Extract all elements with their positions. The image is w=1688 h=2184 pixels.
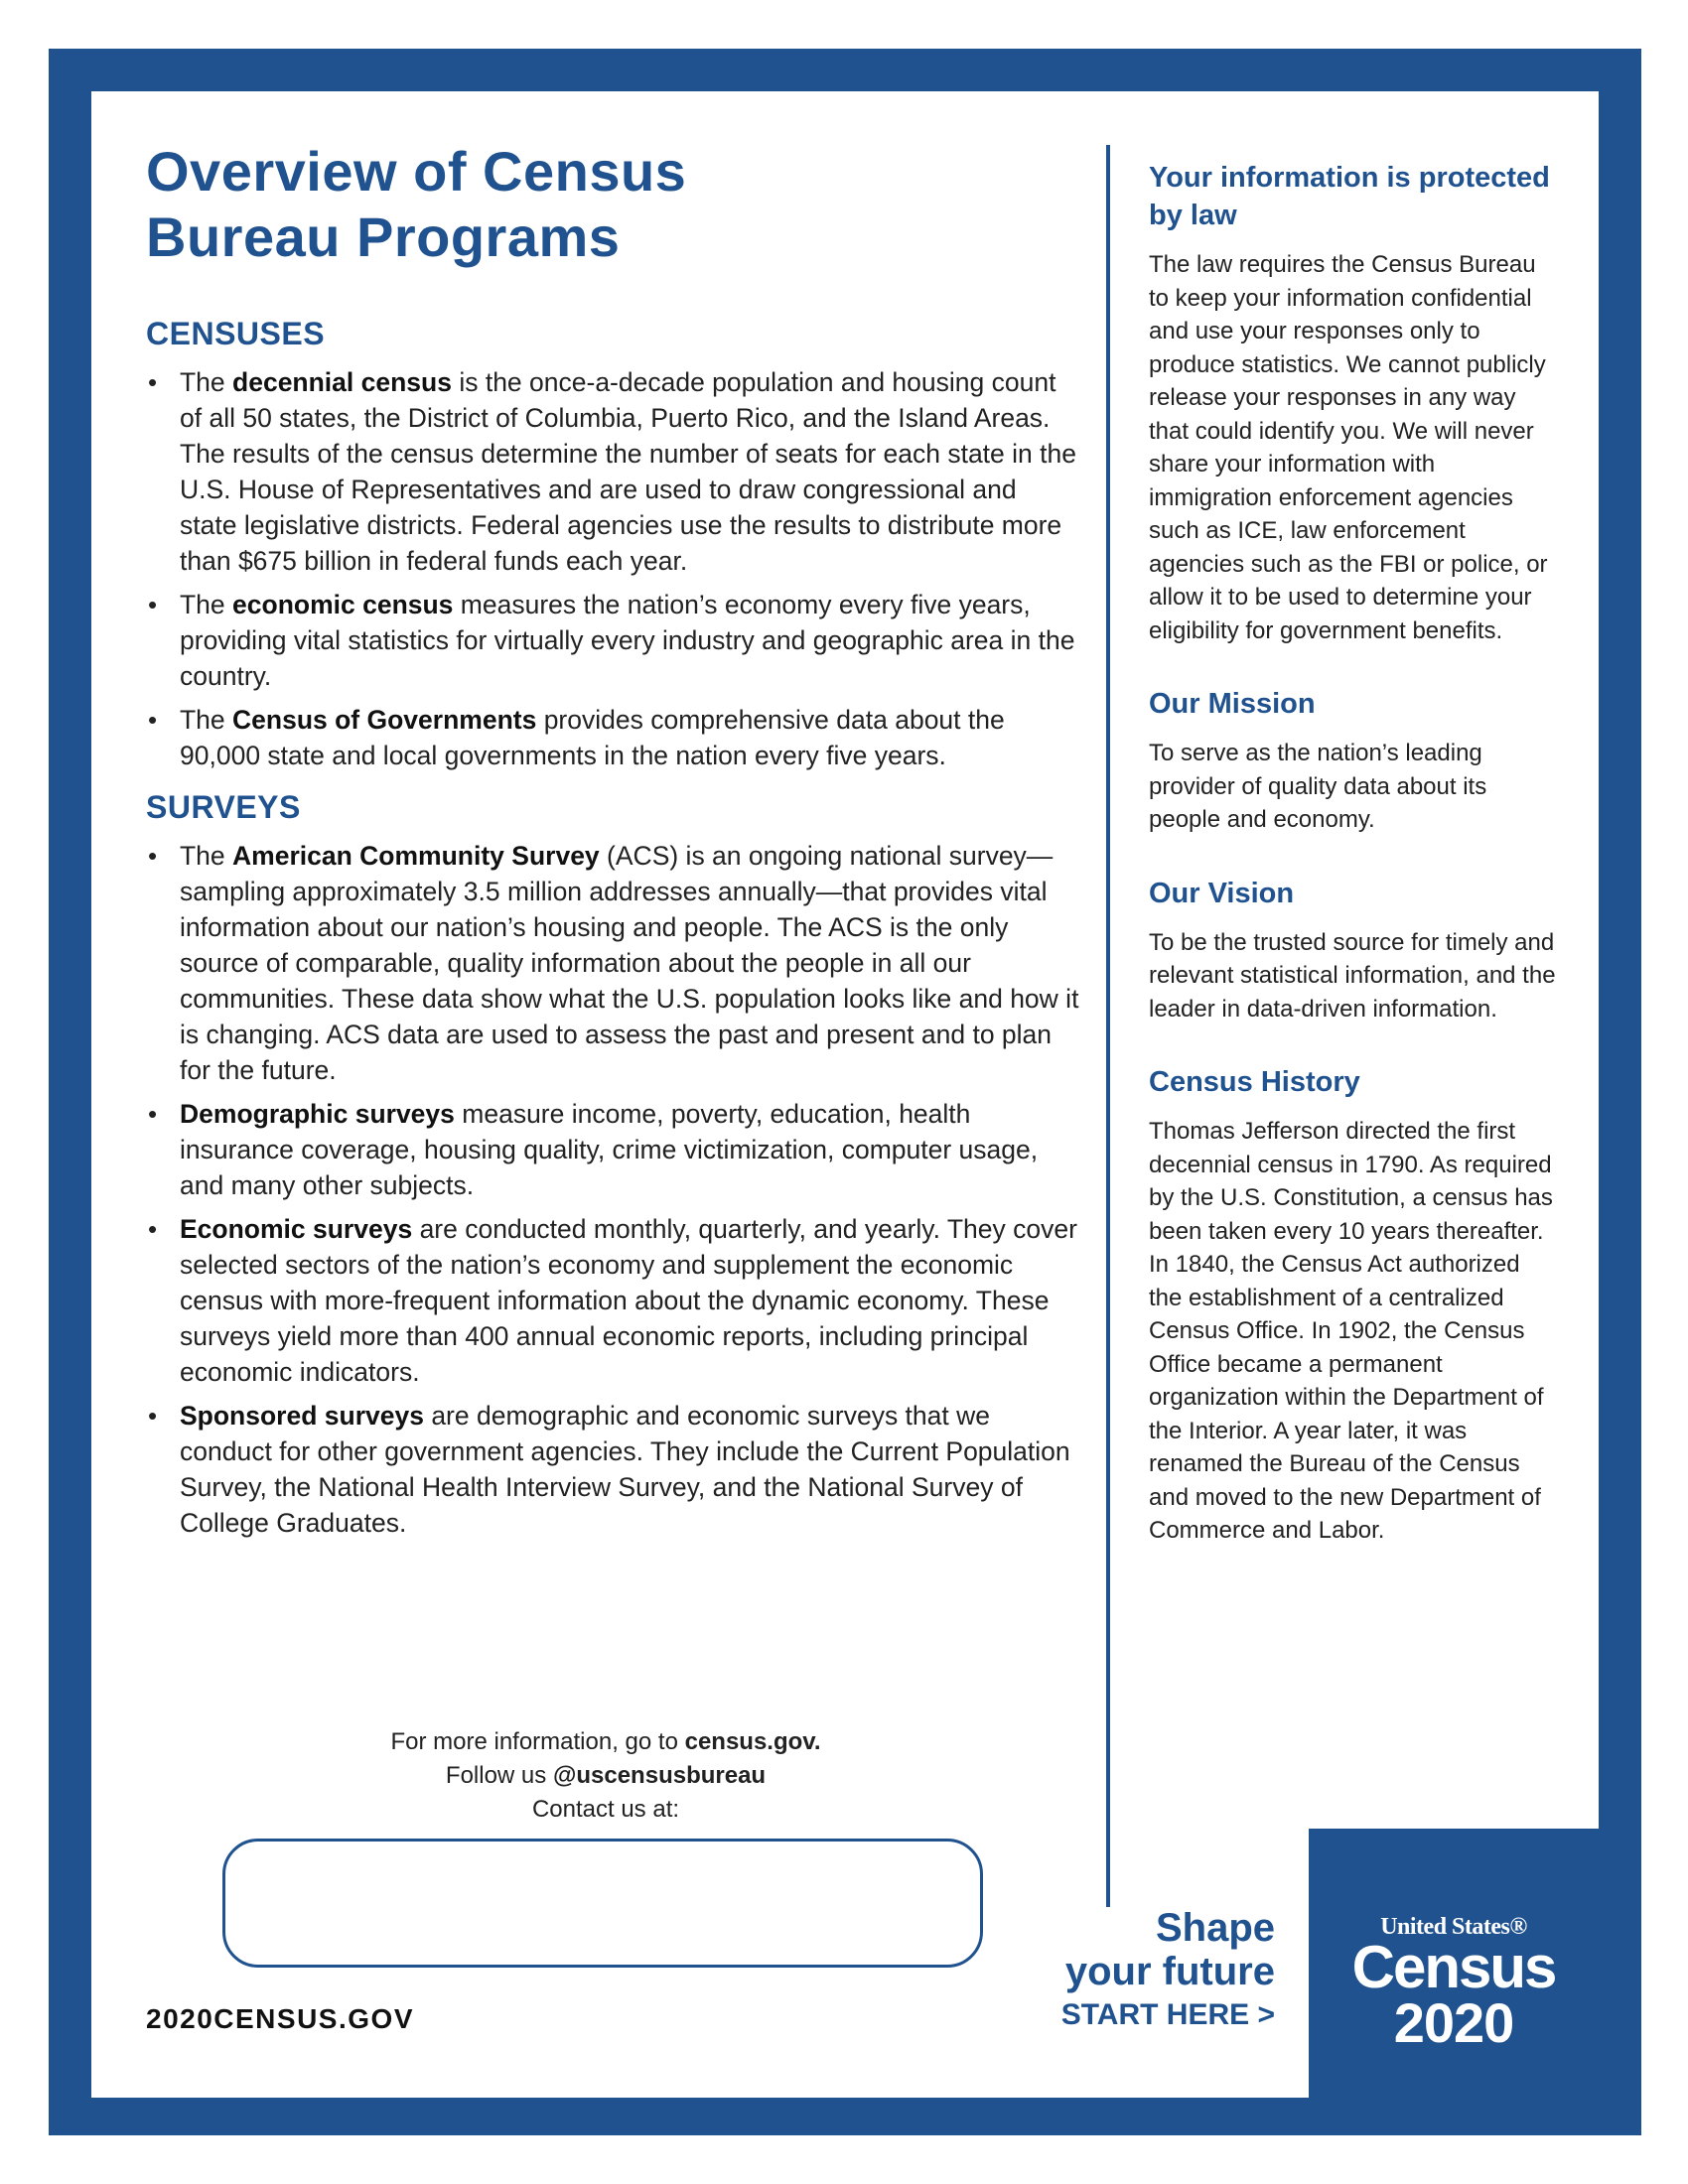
census-gov-link[interactable]: census.gov. (684, 1728, 821, 1755)
follow-line: Follow us @uscensusbureau (445, 1762, 767, 1789)
term-census-of-governments: Census of Governments (232, 705, 537, 735)
column-divider (1106, 145, 1110, 1907)
logo-census-word: Census (1351, 1934, 1556, 2000)
list-item: • Demographic surveys measure income, poverty, education, health insurance coverage, housing quality, crime victimization, computer usage, and many other subjects. (146, 1096, 1079, 1203)
history-heading: Census History (1149, 1066, 1360, 1098)
list-item: • Economic surveys are conducted monthly, quarterly, and yearly. They cover selected sectors of the nation’s economy and supplement the economic census with more-frequent information about the dynamic economy. These surveys yield more than 400 annual economic reports, including principal economic indicators. (146, 1211, 1079, 1390)
protected-heading: Your information is protected by law (1149, 162, 1550, 231)
logo-year: 2020 (1393, 1991, 1514, 2054)
page-title (146, 139, 1040, 270)
more-info-line: For more information, go to census.gov. (390, 1728, 821, 1755)
main-column (146, 316, 1079, 1549)
tagline (1033, 1906, 1275, 2035)
mission-heading: Our Mission (1149, 688, 1316, 720)
list-item: • The economic census measures the nation’s economy every five years, providing vital statistics for virtually every industry and geographic area in the country. (146, 587, 1079, 694)
censuses-heading: CENSUSES (146, 316, 326, 351)
history-body: Thomas Jefferson directed the first decennial census in 1790. As required by the U.S. Constitution, a census has been taken every 10 years thereafter. In 1840, the Census Act authorized the establishment of a centralized Census Office. In 1902, the Census Office became a permanent organization within the Department of the Interior. A year later, it was renamed the Bureau of the Census and moved to the new Department of Commerce and Labor. (1149, 1118, 1553, 1544)
list-item: • The decennial census is the once-a-decade population and housing count of all 50 states, the District of Columbia, Puerto Rico, and the Island Areas. The results of the census determine the number of seats for each state in the U.S. House of Representatives and are used to draw congressional and state legislative districts. Federal agencies use the results to distribute more than $675 billion in federal funds each year. (146, 364, 1079, 579)
term-decennial-census: decennial census (232, 367, 452, 397)
page-title-line-1: Overview of Census (146, 140, 687, 203)
term-demographic-surveys: Demographic surveys (180, 1099, 455, 1129)
vision-heading: Our Vision (1149, 877, 1295, 909)
mission-body: To serve as the nation’s leading provider of quality data about its people and economy. (1149, 740, 1487, 833)
surveys-heading: SURVEYS (146, 789, 301, 825)
term-economic-surveys: Economic surveys (180, 1214, 413, 1244)
contact-box (222, 1839, 983, 1968)
footer-url-link[interactable]: 2020CENSUS.GOV (146, 2003, 414, 2034)
logo-united-states: United States® (1380, 1914, 1527, 1940)
start-here-link[interactable]: START HERE > (1060, 1998, 1275, 2031)
term-sponsored-surveys: Sponsored surveys (180, 1401, 424, 1431)
sidebar (1149, 159, 1556, 1585)
vision-body: To be the trusted source for timely and relevant statistical information, and the leader in data-driven information. (1149, 928, 1556, 1023)
page-title-line-2: Bureau Programs (146, 205, 621, 268)
social-handle-link[interactable]: @uscensusbureau (552, 1762, 767, 1789)
tagline-line-2: your future (1064, 1950, 1275, 1993)
census-2020-logo (1309, 1829, 1599, 2098)
list-item: • The American Community Survey (ACS) is an ongoing national survey—sampling approximately 3.5 million addresses annually—that provides vital information about our nation’s housing and people. The ACS is the only source of comparable, quality information about the people in all our communities. These data show what the U.S. population looks like and how it is changing. ACS data are used to assess the past and present and to plan for the future. (146, 838, 1079, 1088)
list-item: • Sponsored surveys are demographic and economic surveys that we conduct for other government agencies. They include the Current Population Survey, the National Health Interview Survey, and the National Survey of College Graduates. (146, 1398, 1079, 1541)
censuses-list (146, 364, 1079, 773)
list-item: • The Census of Governments provides comprehensive data about the 90,000 state and local governments in the nation every five years. (146, 702, 1079, 773)
contact-info (228, 1725, 983, 1827)
protected-body: The law requires the Census Bureau to keep your information confidential and use your responses only to produce statistics. We cannot publicly release your responses in any way that could identify you. We will never share your information with immigration enforcement agencies such as ICE, law enforcement agencies such as the FBI or police, or allow it to be used to determine your eligibility for government benefits. (1149, 251, 1548, 644)
term-acs: American Community Survey (232, 841, 600, 871)
contact-label: Contact us at: (531, 1796, 680, 1823)
tagline-line-1: Shape (1155, 1906, 1275, 1950)
term-economic-census: economic census (232, 590, 454, 619)
surveys-list (146, 838, 1079, 1541)
